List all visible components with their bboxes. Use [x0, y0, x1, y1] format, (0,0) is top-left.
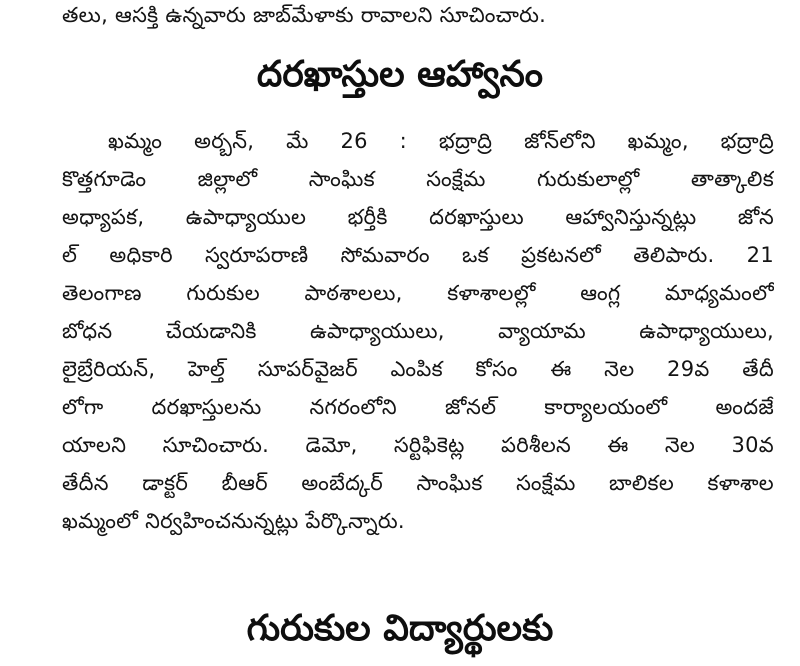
body-line-5: తెలంగాణ గురుకుల పాఠశాలలు, కళాశాలల్లో ఆంగ్ల మాధ్యమంలో — [62, 281, 774, 305]
next-article-headline: గురుకుల విద్యార్థులకు — [246, 608, 554, 649]
body-line-1: ఖమ్మం అర్బన్, మే 26 : భద్రాద్రి జోన్‌లోని ఖమ్మం, భద్రాద్రి — [108, 129, 774, 153]
body-line-11: ఖమ్మంలో నిర్వహించనున్నట్లు పేర్కొన్నారు. — [62, 509, 405, 533]
body-line-3: అధ్యాపక, ఉపాధ్యాయుల భర్తీకి దరఖాస్తులు ఆహ్వానిస్తున్నట్లు జోన — [62, 205, 774, 229]
body-line-7: లైబ్రేరియన్, హెల్త్ సూపర్‌వైజర్ ఎంపిక కోసం ఈ నెల 29వ తేదీ — [62, 357, 774, 381]
body-line-8: లోగా దరఖాస్తులను నగరంలోని జోనల్ కార్యాలయంలో అందజే — [62, 395, 774, 419]
body-line-4: ల్ అధికారి స్వరూపరాణి సోమవారం ఒక ప్రకటనలో తెలిపారు. 21 — [62, 243, 774, 267]
body-line-6: బోధన చేయడానికి ఉపాధ్యాయులు, వ్యాయామ ఉపాధ్యాయులు, — [62, 319, 774, 343]
body-line-9: యాలని సూచించారు. డెమో, సర్టిఫికెట్ల పరిశీలన ఈ నెల 30వ — [62, 433, 774, 457]
article-headline: దరఖాస్తుల ఆహ్వానం — [256, 54, 544, 95]
body-line-10: తేదీన డాక్టర్ బీఆర్ అంబేద్కర్ సాంఘిక సంక్షేమ బాలికల కళాశాల — [62, 471, 774, 495]
previous-article-last-line: తలు, ఆసక్తి ఉన్నవారు జాబ్‌మేళాకు రావాలని సూచించారు. — [62, 3, 547, 27]
body-line-2: కొత్తగూడెం జిల్లాలో సాంఘిక సంక్షేమ గురుకులాల్లో తాత్కాలిక — [62, 167, 774, 191]
